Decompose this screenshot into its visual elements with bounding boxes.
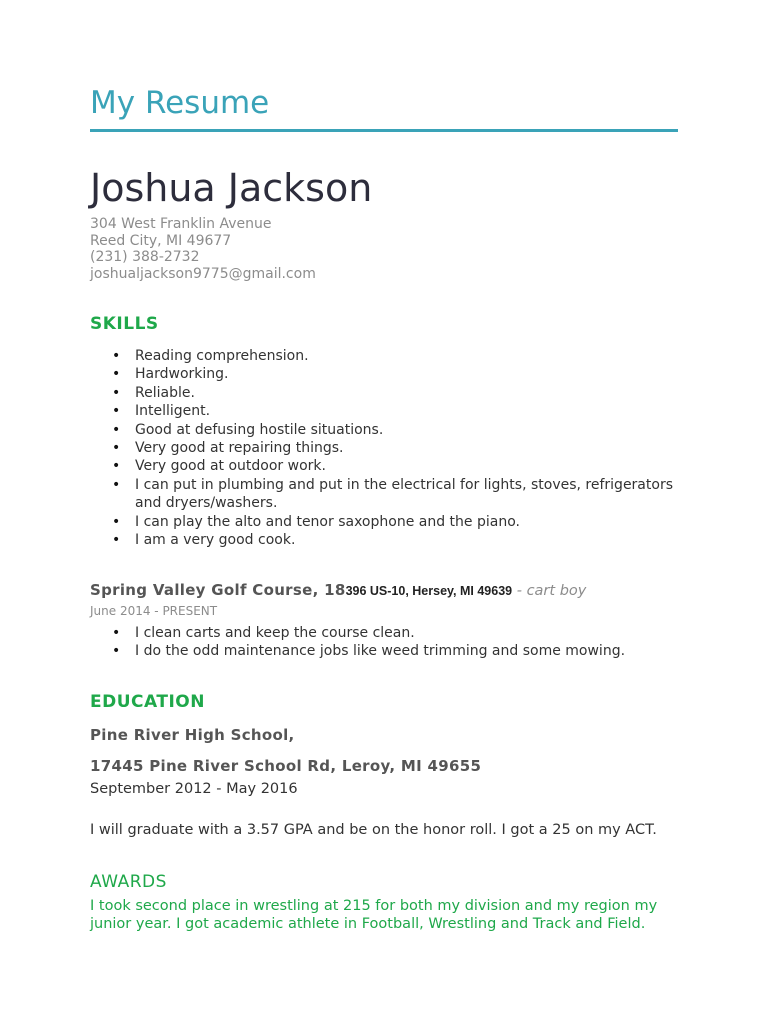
job-duty-item: • I do the odd maintenance jobs like weed trimming and some mowing. (90, 642, 678, 660)
job-address: 396 US-10, Hersey, MI 49639 (345, 584, 513, 598)
skill-item: • Hardworking. (90, 365, 678, 383)
address-line-2: Reed City, MI 49677 (90, 232, 232, 249)
education-heading: EDUCATION (90, 692, 205, 712)
address-line-1: 304 West Franklin Avenue (90, 216, 272, 232)
phone-number: (231) 388-2732 (90, 249, 200, 266)
skill-item: • Very good at outdoor work. (90, 457, 678, 475)
email-address: joshualjackson9775@gmail.com (90, 265, 316, 282)
skill-item: • I can play the alto and tenor saxophone and the piano. (90, 513, 678, 531)
skill-item: • Reliable. (90, 384, 678, 402)
education-note: I will graduate with a 3.57 GPA and be on the honor roll. I got a 25 on my ACT. (90, 822, 657, 838)
job-dates: June 2014 - PRESENT (90, 604, 218, 618)
skill-item: • Reading comprehension. (90, 347, 678, 365)
job-role: - cart boy (512, 583, 587, 599)
skill-item: • I can put in plumbing and put in the electrical for lights, stoves, refrigerators and dryers/washers. (90, 476, 678, 513)
awards-text: I took second place in wrestling at 215 for both my division and my region my junior year. I got academic athlete in Football, Wrestling and Track and Field. (90, 898, 658, 933)
education-dates: September 2012 - May 2016 (90, 781, 298, 797)
document-title: My Resume (90, 85, 270, 121)
skills-list (90, 347, 678, 549)
skill-item: • Intelligent. (90, 402, 678, 420)
skill-item: • Very good at repairing things. (90, 439, 678, 457)
title-divider (90, 129, 678, 132)
skill-item: • I am a very good cook. (90, 531, 678, 549)
job-duty-item: • I clean carts and keep the course clean. (90, 624, 678, 642)
school-name: Pine River High School, (90, 726, 295, 744)
job-company: Spring Valley Golf Course, 18 (90, 581, 346, 599)
applicant-name: Joshua Jackson (90, 166, 373, 210)
contact-info (90, 216, 316, 282)
job-title-line (90, 579, 586, 602)
school-address: 17445 Pine River School Rd, Leroy, MI 49655 (90, 757, 482, 775)
skills-heading: SKILLS (90, 314, 159, 334)
job-duties-list (90, 624, 678, 661)
skill-item: • Good at defusing hostile situations. (90, 421, 678, 439)
awards-heading: AWARDS (90, 872, 167, 892)
